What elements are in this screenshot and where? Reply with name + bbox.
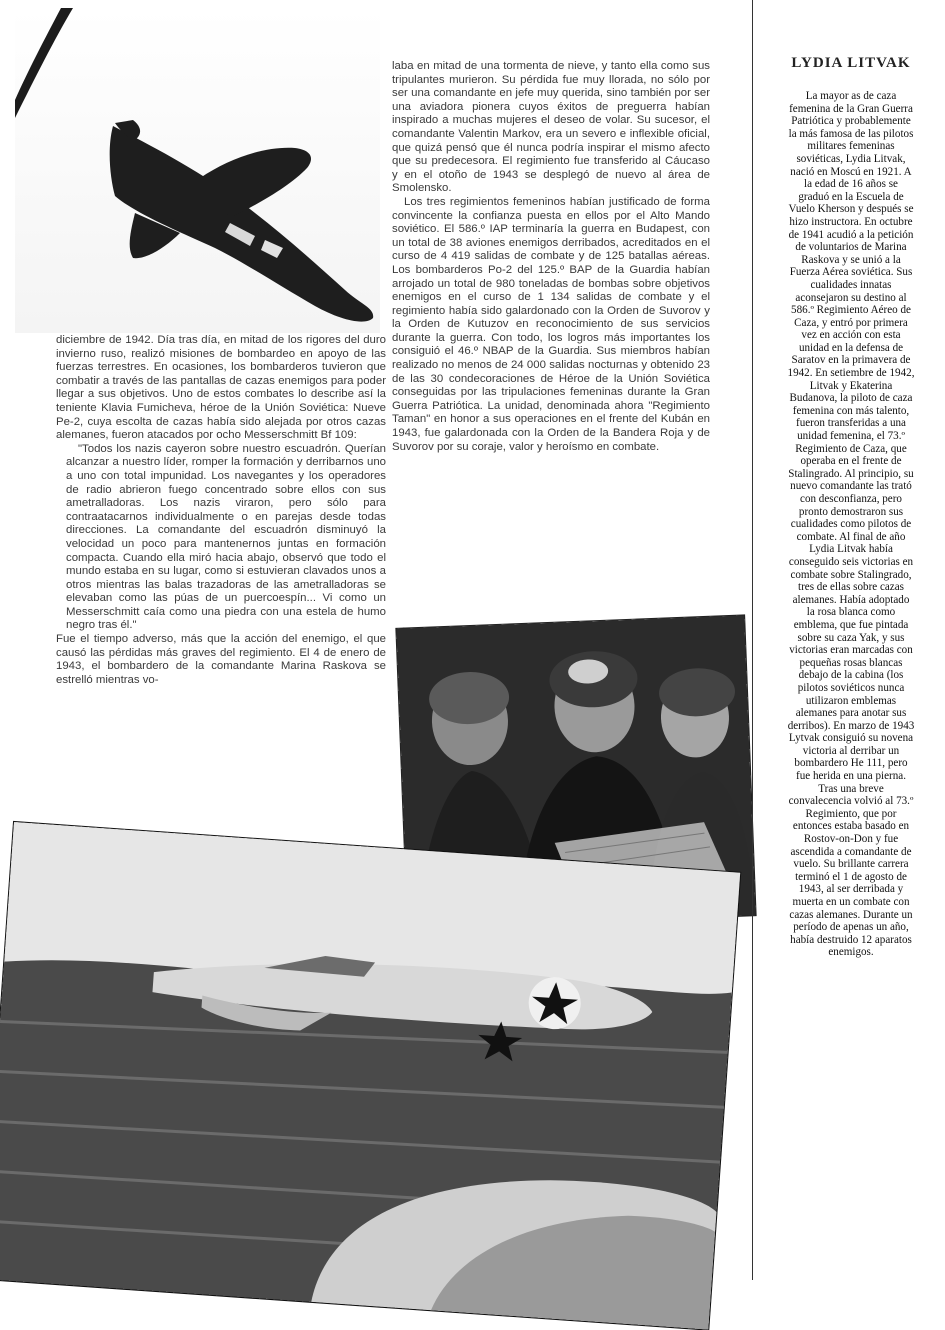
quotation: "Todos los nazis cayeron sobre nuestro escuadrón. Querían alcanzar a nuestro líder, romper la formación y derribarnos uno a uno con total impunidad. Los navegantes y los operadores de radio abrieron fuego concentrado sobre ellos con sus ametralladoras. Los nazis viraron, pero sólo para contraatacarnos individualmente o en parejas desde todas direcciones. La comandante del escuadrón disminuyó la velocidad un poco para mantenernos juntas en formación compacta. Cuando ella miró hacia abajo, observó que todo el mundo estaba en su lugar, como si estuvieran clavados unos a otros mientras las balas trazadoras de las ametralladoras se elevaban como las púas de un puercoespín... Vi como un Messerschmitt caía como una piedra con una estela de humo negro tras él." [66, 442, 386, 632]
fighter-plane-photo [15, 8, 380, 333]
article-column-left [56, 334, 386, 687]
fighter-plane-illustration [15, 8, 380, 333]
paragraph: diciembre de 1942. Día tras día, en mitad de los rigores del duro invierno ruso, realizó misiones de bombardeo en apoyo de las fuerzas terrestres. En ocasiones, los bombarderos tuvieron que combatir a través de las pantallas de cazas enemigos para poder llegar a sus objetivos. Uno de estos combates lo describe así la teniente Klavia Fumicheva, héroe de la Unión Soviética: Nueve Pe-2, cuya escolta de cazas había sido alejada por otros cazas alemanes, fueron atacados por ocho Messerschmitt Bf 109: [56, 334, 386, 442]
paragraph: Fue el tiempo adverso, más que la acción del enemigo, el que causó las pérdidas más graves del regimiento. El 4 de enero de 1943, el bombardero de la comandante Marina Raskova se estrelló mientras vo- [56, 633, 386, 686]
sidebar-title: LYDIA LITVAK [791, 55, 911, 71]
sidebar-divider [752, 0, 753, 1280]
sidebar-box [760, 55, 942, 959]
paragraph: laba en mitad de una tormenta de nieve, y tanto ella como sus tripulantes murieron. Su pérdida fue muy llorada, no sólo por ser una comandante en jefe muy querida, sino también por ser una aviadora pionera cuyos éxitos de preguerra habían inspirado a muchas mujeres el deseo de volar. Su sucesor, el comandante Valentin Markov, era un severo e inflexible oficial, que quizá pensó que él nunca podría inspirar el mismo afecto que su predecesora. El regimiento fue transferido al Cáucaso y en el otoño de 1943 se desplegó de nuevo al área de Smolensko. [392, 60, 710, 195]
sidebar-body: La mayor as de caza femenina de la Gran Guerra Patriótica y probablemente la más famosa de las pilotos militares femeninas soviéticas, Lydia Litvak, nació en Moscú en 1921. A la edad de 16 años se graduó en la Escuela de Vuelo Kherson y después se hizo instructora. En octubre de 1941 acudió a la petición de voluntarios de Marina Raskova y se unió a la Fuerza Aérea soviética. Sus cualidades innatas aconsejaron su destino al 586.º Regimiento Aéreo de Caza, y entró por primera vez en acción con esta unidad en la defensa de Saratov en la primavera de 1942. En setiembre de 1942, Litvak y Ekaterina Budanova, la piloto de caza femenina con más talento, fueron transferidas a una unidad femenina, el 73.º Regimiento de Caza, que operaba en el frente de Stalingrado. Al principio, su nuevo comandante las trató con desconfianza, pero pronto demostraron sus cualidades como pilotos de combate. Al final de año Lydia Litvak había conseguido seis victorias en combate sobre Stalingrado, tres de ellas sobre cazas alemanes. Había adoptado la rosa blanca como emblema, que fue pintada sobre su caza Yak, y sus victorias eran marcadas con pequeñas rosas blancas debajo de la cabina (los pilotos soviéticos nunca utilizaron emblemas alemanes para anotar sus derribos). En marzo de 1943 Lytvak consiguió su novena victoria al derribar un bombardero He 111, pero fue herida en una pierna. Tras una breve convalecencia volvió al 73.º Regimiento, que por entonces estaba basado en Rostov-on-Don y fue ascendida a comandante de vuelo. Su brillante carrera terminó el 1 de agosto de 1943, al ser derribada y muerta en un combate con cazas alemanes. Durante un período de apenas un año, había destruido 12 aparatos enemigos. [787, 90, 915, 959]
article-column-middle [392, 60, 710, 454]
bomber-aircraft-photo [0, 822, 740, 1330]
paragraph: Los tres regimientos femeninos habían justificado de forma convincente la confianza puesta en ellos por el Alto Mando soviético. El 586.º IAP terminaría la guerra en Budapest, con un total de 38 aviones enemigos derribados, acreditados en el curso de 4 419 salidas de combate y de 125 batallas aéreas. Los bombarderos Po-2 del 125.º BAP de la Guardia habían arrojado un total de 980 toneladas de bombas sobre objetivos enemigos en el curso de 1 134 salidas de combate y el regimiento había sido galardonado con la Orden de Suvorov y la Orden de Kutuzov en reconocimiento de sus servicios durante la guerra. Con todo, los logros más importantes los consiguió el 46.º NBAP de la Guardia. Sus miembros habían realizado no menos de 24 000 salidas nocturnas y obtenido 23 de las 30 condecoraciones de Héroe de la Unión Soviética conseguidas por las tripulaciones femeninas durante la Gran Guerra Patriótica. La unidad, denominada ahora "Regimiento Taman" en honor a sus operaciones en el frente del Kubán en 1943, fue galardonada con la Orden de la Bandera Roja y de Suvorov por su coraje, valor y heroísmo en combate. [392, 195, 710, 453]
bomber-illustration [0, 822, 740, 1330]
